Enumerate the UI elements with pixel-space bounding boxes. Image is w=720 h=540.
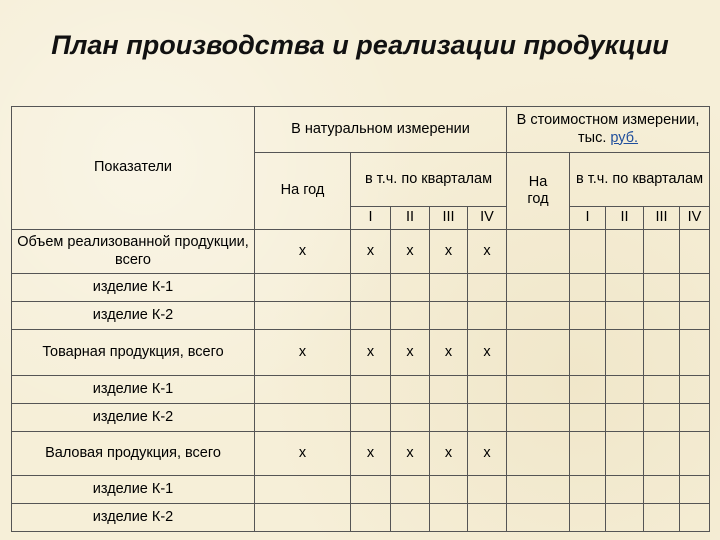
value-cell [606,476,644,504]
natural-cell [430,476,468,504]
value-cell [680,476,710,504]
natural-cell [430,376,468,404]
natural-cell [391,404,430,432]
natural-cell [255,274,351,302]
table-row [12,302,710,330]
natural-cell: x [351,330,391,376]
page-title: План производства и реализации продукции [51,30,669,60]
natural-cell: x [468,432,507,476]
row-label-total: Валовая продукция, всего [12,432,255,476]
natural-cell: x [468,230,507,274]
natural-cell: x [430,230,468,274]
natural-cell [351,302,391,330]
value-cell [606,432,644,476]
natural-cell: x [255,432,351,476]
natural-by-quarter-header: в т.ч. по кварталам [351,153,507,207]
rub-unit-link[interactable]: руб. [610,129,639,146]
value-cell [570,376,606,404]
natural-cell: x [430,330,468,376]
value-quarter-3: III [644,207,680,230]
natural-per-year-header: На год [255,153,351,230]
natural-cell: x [351,432,391,476]
value-cell [606,404,644,432]
value-cell [507,404,570,432]
natural-cell [255,404,351,432]
value-cell [644,274,680,302]
natural-cell: x [468,330,507,376]
natural-cell [351,274,391,302]
value-measure-header [507,107,710,153]
value-cell [507,274,570,302]
natural-cell [351,376,391,404]
natural-cell: x [255,230,351,274]
value-cell [606,274,644,302]
value-cell [680,376,710,404]
natural-quarter-3: III [430,207,468,230]
natural-cell [468,274,507,302]
value-cell [680,404,710,432]
value-cell [606,330,644,376]
natural-measure-header: В натуральном измерении [255,107,507,153]
table-row [12,476,710,504]
natural-cell [468,302,507,330]
row-label-item: изделие К-2 [12,302,255,330]
value-cell [507,476,570,504]
natural-cell [391,302,430,330]
table-row [12,432,710,476]
value-per-year-header: На год [507,153,570,230]
value-cell [606,376,644,404]
natural-cell: x [391,330,430,376]
row-label-item: изделие К-1 [12,376,255,404]
row-label-item: изделие К-2 [12,504,255,532]
value-cell [507,504,570,532]
value-cell [680,274,710,302]
value-cell [507,432,570,476]
natural-cell [255,476,351,504]
value-cell [507,302,570,330]
value-cell [680,302,710,330]
natural-cell [255,504,351,532]
natural-cell [430,274,468,302]
value-by-quarter-header: в т.ч. по кварталам [570,153,710,207]
value-quarter-1: I [570,207,606,230]
value-quarter-4: IV [680,207,710,230]
natural-cell [468,476,507,504]
natural-quarter-2: II [391,207,430,230]
row-label-item: изделие К-1 [12,274,255,302]
value-cell [680,330,710,376]
natural-cell: x [391,230,430,274]
value-cell [644,432,680,476]
table-row [12,376,710,404]
natural-cell [391,476,430,504]
row-label-total: Товарная продукция, всего [12,330,255,376]
natural-cell [468,404,507,432]
natural-quarter-1: I [351,207,391,230]
row-label-item: изделие К-2 [12,404,255,432]
indicators-header: Показатели [12,107,255,230]
natural-cell [255,302,351,330]
natural-cell: x [391,432,430,476]
value-cell [507,330,570,376]
natural-cell: x [351,230,391,274]
natural-cell: x [255,330,351,376]
value-cell [680,230,710,274]
value-cell [644,302,680,330]
natural-cell [351,476,391,504]
value-cell [644,504,680,532]
value-cell [570,274,606,302]
natural-cell [430,302,468,330]
value-cell [507,376,570,404]
value-cell [606,302,644,330]
table-row [12,230,710,274]
value-cell [644,230,680,274]
value-cell [570,432,606,476]
natural-cell [468,376,507,404]
value-cell [680,432,710,476]
natural-cell [430,504,468,532]
value-cell [644,330,680,376]
value-cell [606,230,644,274]
value-cell [570,404,606,432]
production-plan-table [11,106,710,532]
value-quarter-2: II [606,207,644,230]
table-row [12,330,710,376]
table-row [12,504,710,532]
value-cell [644,376,680,404]
value-cell [606,504,644,532]
table-row [12,404,710,432]
value-cell [570,330,606,376]
value-cell [570,504,606,532]
natural-cell [351,504,391,532]
value-measure-text: В стоимостном измерении, тыс. [516,112,700,146]
row-label-item: изделие К-1 [12,476,255,504]
value-cell [644,476,680,504]
row-label-total: Объем реализованной продукции, всего [12,230,255,274]
table-row [12,274,710,302]
natural-cell [391,274,430,302]
value-cell [644,404,680,432]
natural-cell [391,504,430,532]
natural-cell [255,376,351,404]
value-cell [570,302,606,330]
value-cell [507,230,570,274]
table-body [12,230,710,532]
value-cell [570,230,606,274]
value-cell [680,504,710,532]
natural-cell [391,376,430,404]
natural-cell [468,504,507,532]
natural-cell [351,404,391,432]
value-cell [570,476,606,504]
natural-cell [430,404,468,432]
natural-quarter-4: IV [468,207,507,230]
natural-cell: x [430,432,468,476]
